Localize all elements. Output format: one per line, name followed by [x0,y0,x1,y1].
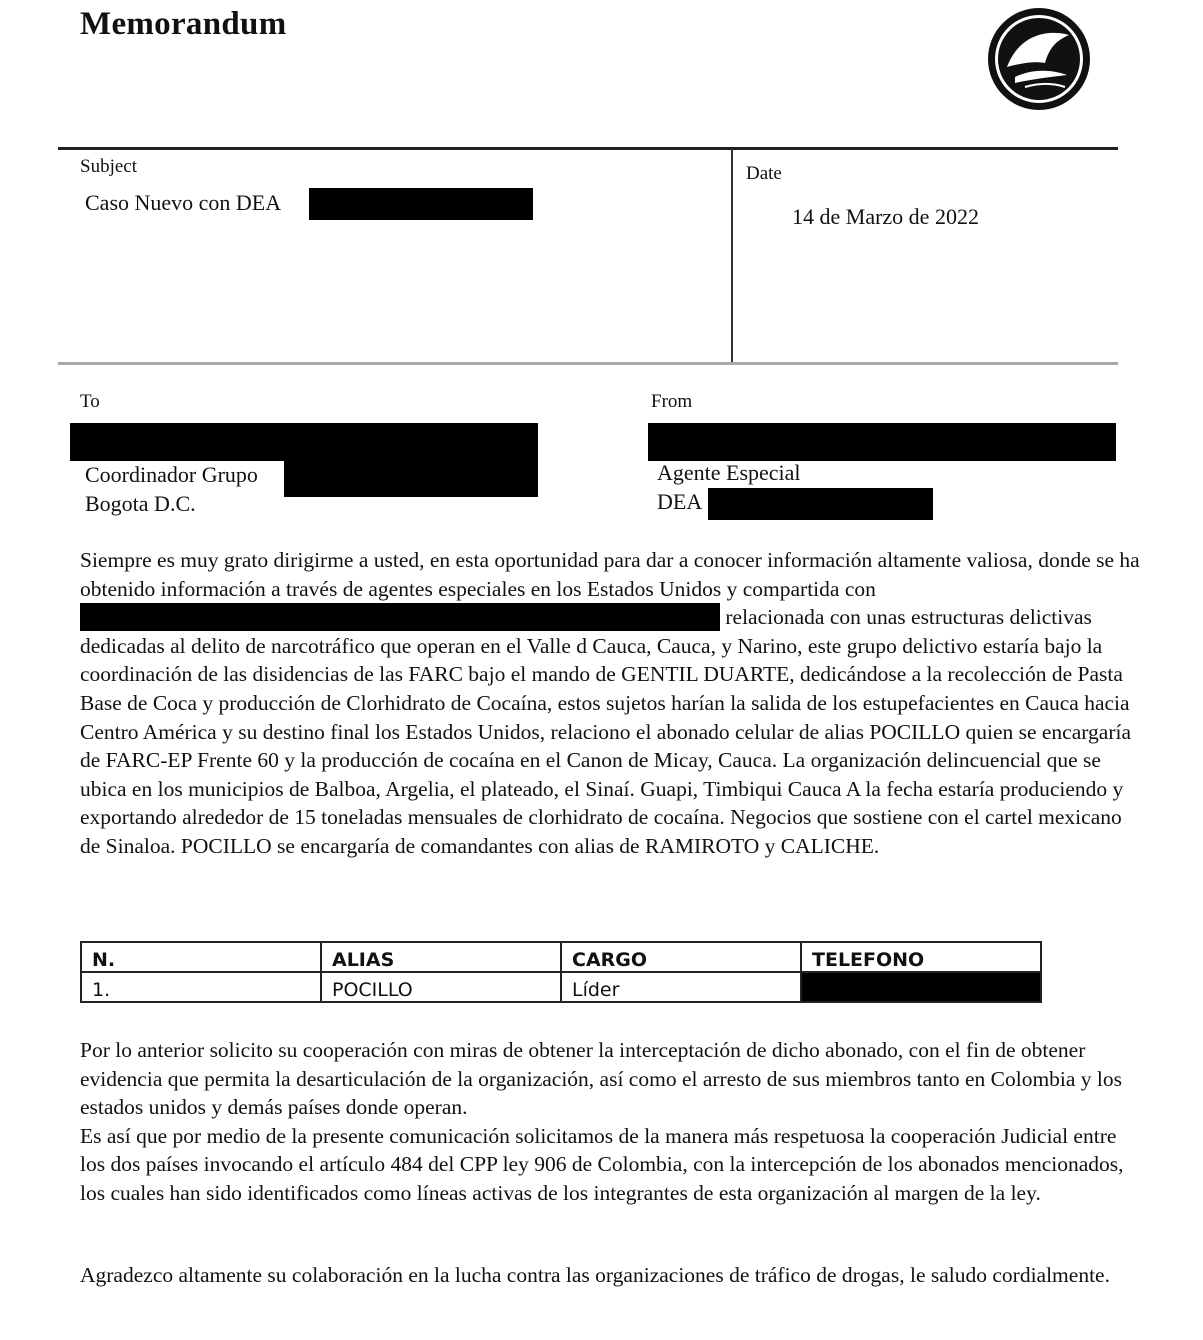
to-group-redaction [284,461,538,497]
date-value: 14 de Marzo de 2022 [792,204,979,229]
to-line1: Coordinador Grupo [85,462,258,487]
cell-telefono-redacted [801,972,1041,1002]
header-cargo: CARGO [561,942,801,972]
memo-title: Memorandum [80,6,287,42]
subject-value: Caso Nuevo con DEA [85,190,282,215]
body-paragraph-2 [80,1036,1140,1208]
alias-table [80,941,1042,1003]
body-paragraph-1 [80,546,1140,861]
from-line1: Agente Especial [657,460,801,485]
body-p1-start: Siempre es muy grato dirigirme a usted, en esta oportunidad para dar a conocer información altamente valiosa, donde se ha obtenido información a través de agentes especiales en los Estados Unidos y compartida con [80,548,1140,601]
from-line2: DEA [657,489,703,514]
to-label: To [80,391,100,412]
table-header-row [81,942,1041,972]
body-p3: Es así que por medio de la presente comunicación solicitamos de la manera más respetuosa la cooperación Judicial entre los dos países invocando el artículo 484 del CPP ley 906 de Colombia, con la intercepción de los abonados mencionados, los cuales han sido identificados como líneas activas de los integrantes de esta organización al margen de la ley. [80,1123,1124,1205]
to-line2: Bogota D.C. [85,491,196,516]
body-p1-end: relacionada con unas estructuras delictivas dedicadas al delito de narcotráfico que operan en el Valle d Cauca, Cauca, y Narino, este grupo delictivo estaría bajo la coordinación de las disidencias de las FARC bajo el mando de GENTIL DUARTE, dedicándose a la recolección de Pasta Base de Coca y producción de Clorhidrato de Cocaína, estos sujetos harían la salida de los estupefacientes en Cauca hacia Centro América y su destino final los Estados Unidos, relaciono el abonado celular de alias POCILLO quien se encargaría de FARC-EP Frente 60 y la producción de cocaína en el Canon de Micay, Cauca. La organización delincuencial que se ubica en los municipios de Balboa, Argelia, el plateado, el Sinaí. Guapi, Timbiqui Cauca A la fecha estaría produciendo y exportando alrededor de 15 toneladas mensuales de clorhidrato de cocaína. Negocios que sostiene con el cartel mexicano de Sinaloa. POCILLO se encargaría de comandantes con alias de RAMIROTO y CALICHE. [80,605,1132,858]
agency-redaction [80,603,720,631]
cell-alias: POCILLO [321,972,561,1002]
header-alias: ALIAS [321,942,561,972]
from-label: From [651,391,693,412]
from-office-redaction [708,488,933,520]
from-name-redaction [648,423,1116,461]
header-n: N. [81,942,321,972]
subject-date-divider [731,149,733,363]
bottom-rule [58,362,1118,365]
body-p2: Por lo anterior solicito su cooperación con miras de obtener la interceptación de dicho abonado, con el fin de obtener evidencia que permita la desarticulación de la organización, así como el arresto de sus miembros tanto en Colombia y los estados unidos y demás países donde operan. [80,1038,1123,1120]
top-rule [58,147,1118,150]
to-name-redaction [70,423,538,461]
date-label: Date [746,163,782,184]
subject-label: Subject [80,156,137,177]
dea-seal-icon [985,5,1093,113]
body-p4: Agradezco altamente su colaboración en la lucha contra las organizaciones de tráfico de drogas, le saludo cordialmente. [80,1263,1110,1287]
cell-cargo: Líder [561,972,801,1002]
cell-n: 1. [81,972,321,1002]
subject-redaction [309,188,533,220]
body-paragraph-4 [80,1261,1140,1290]
header-telefono: TELEFONO [801,942,1041,972]
table-row [81,972,1041,1002]
